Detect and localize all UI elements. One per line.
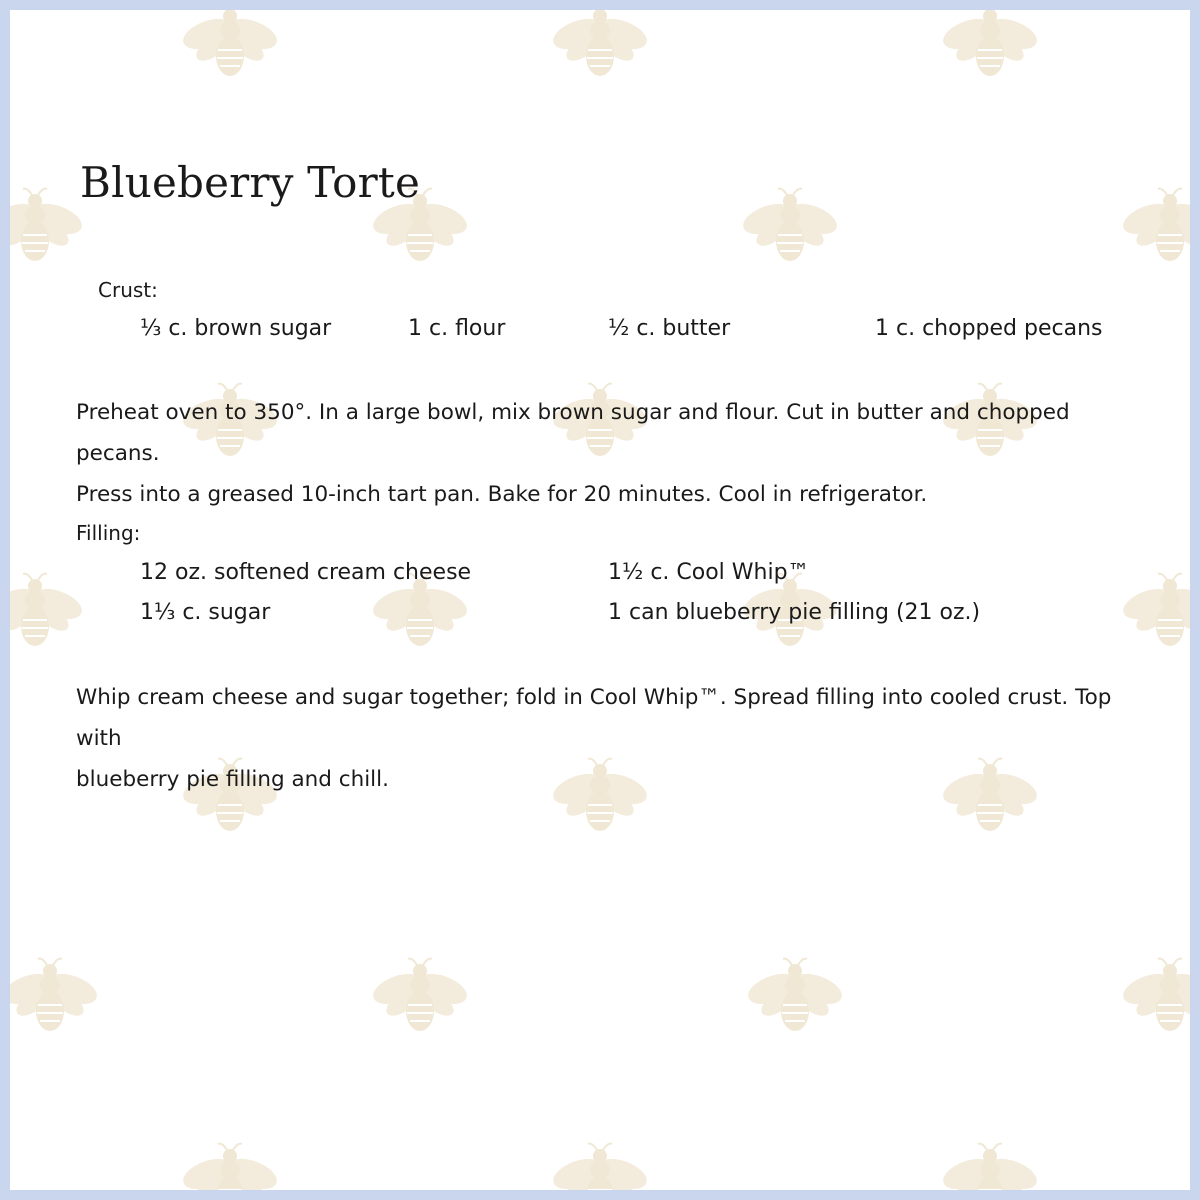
filling-instruction-line: Whip cream cheese and sugar together; fold in Cool Whip™. Spread filling into cooled crust. Top with: [76, 685, 1112, 751]
recipe-content: [10, 10, 1200, 1200]
crust-instruction-line: Preheat oven to 350°. In a large bowl, mix brown sugar and flour. Cut in butter and chopped pecans.: [76, 400, 1070, 466]
filling-instruction-line: blueberry pie filling and chill.: [76, 767, 389, 792]
crust-ingredient: 1 c. chopped pecans: [875, 316, 1103, 341]
filling-ingredient: 12 oz. softened cream cheese: [140, 560, 472, 585]
crust-ingredient: ⅓ c. brown sugar: [140, 316, 332, 341]
crust-instructions: [76, 392, 1146, 515]
crust-ingredient: 1 c. flour: [408, 316, 506, 341]
crust-instruction-line: Press into a greased 10-inch tart pan. Bake for 20 minutes. Cool in refrigerator.: [76, 482, 928, 507]
filling-ingredient: 1 can blueberry pie filling (21 oz.): [608, 600, 981, 625]
filling-instructions: [76, 677, 1146, 800]
filling-ingredient: 1½ c. Cool Whip™: [608, 560, 810, 585]
recipe-title: Blueberry Torte: [80, 158, 421, 207]
filling-heading: Filling:: [76, 521, 141, 545]
filling-ingredient: 1⅓ c. sugar: [140, 600, 271, 625]
crust-ingredient: ½ c. butter: [608, 316, 731, 341]
crust-heading: Crust:: [98, 278, 158, 302]
